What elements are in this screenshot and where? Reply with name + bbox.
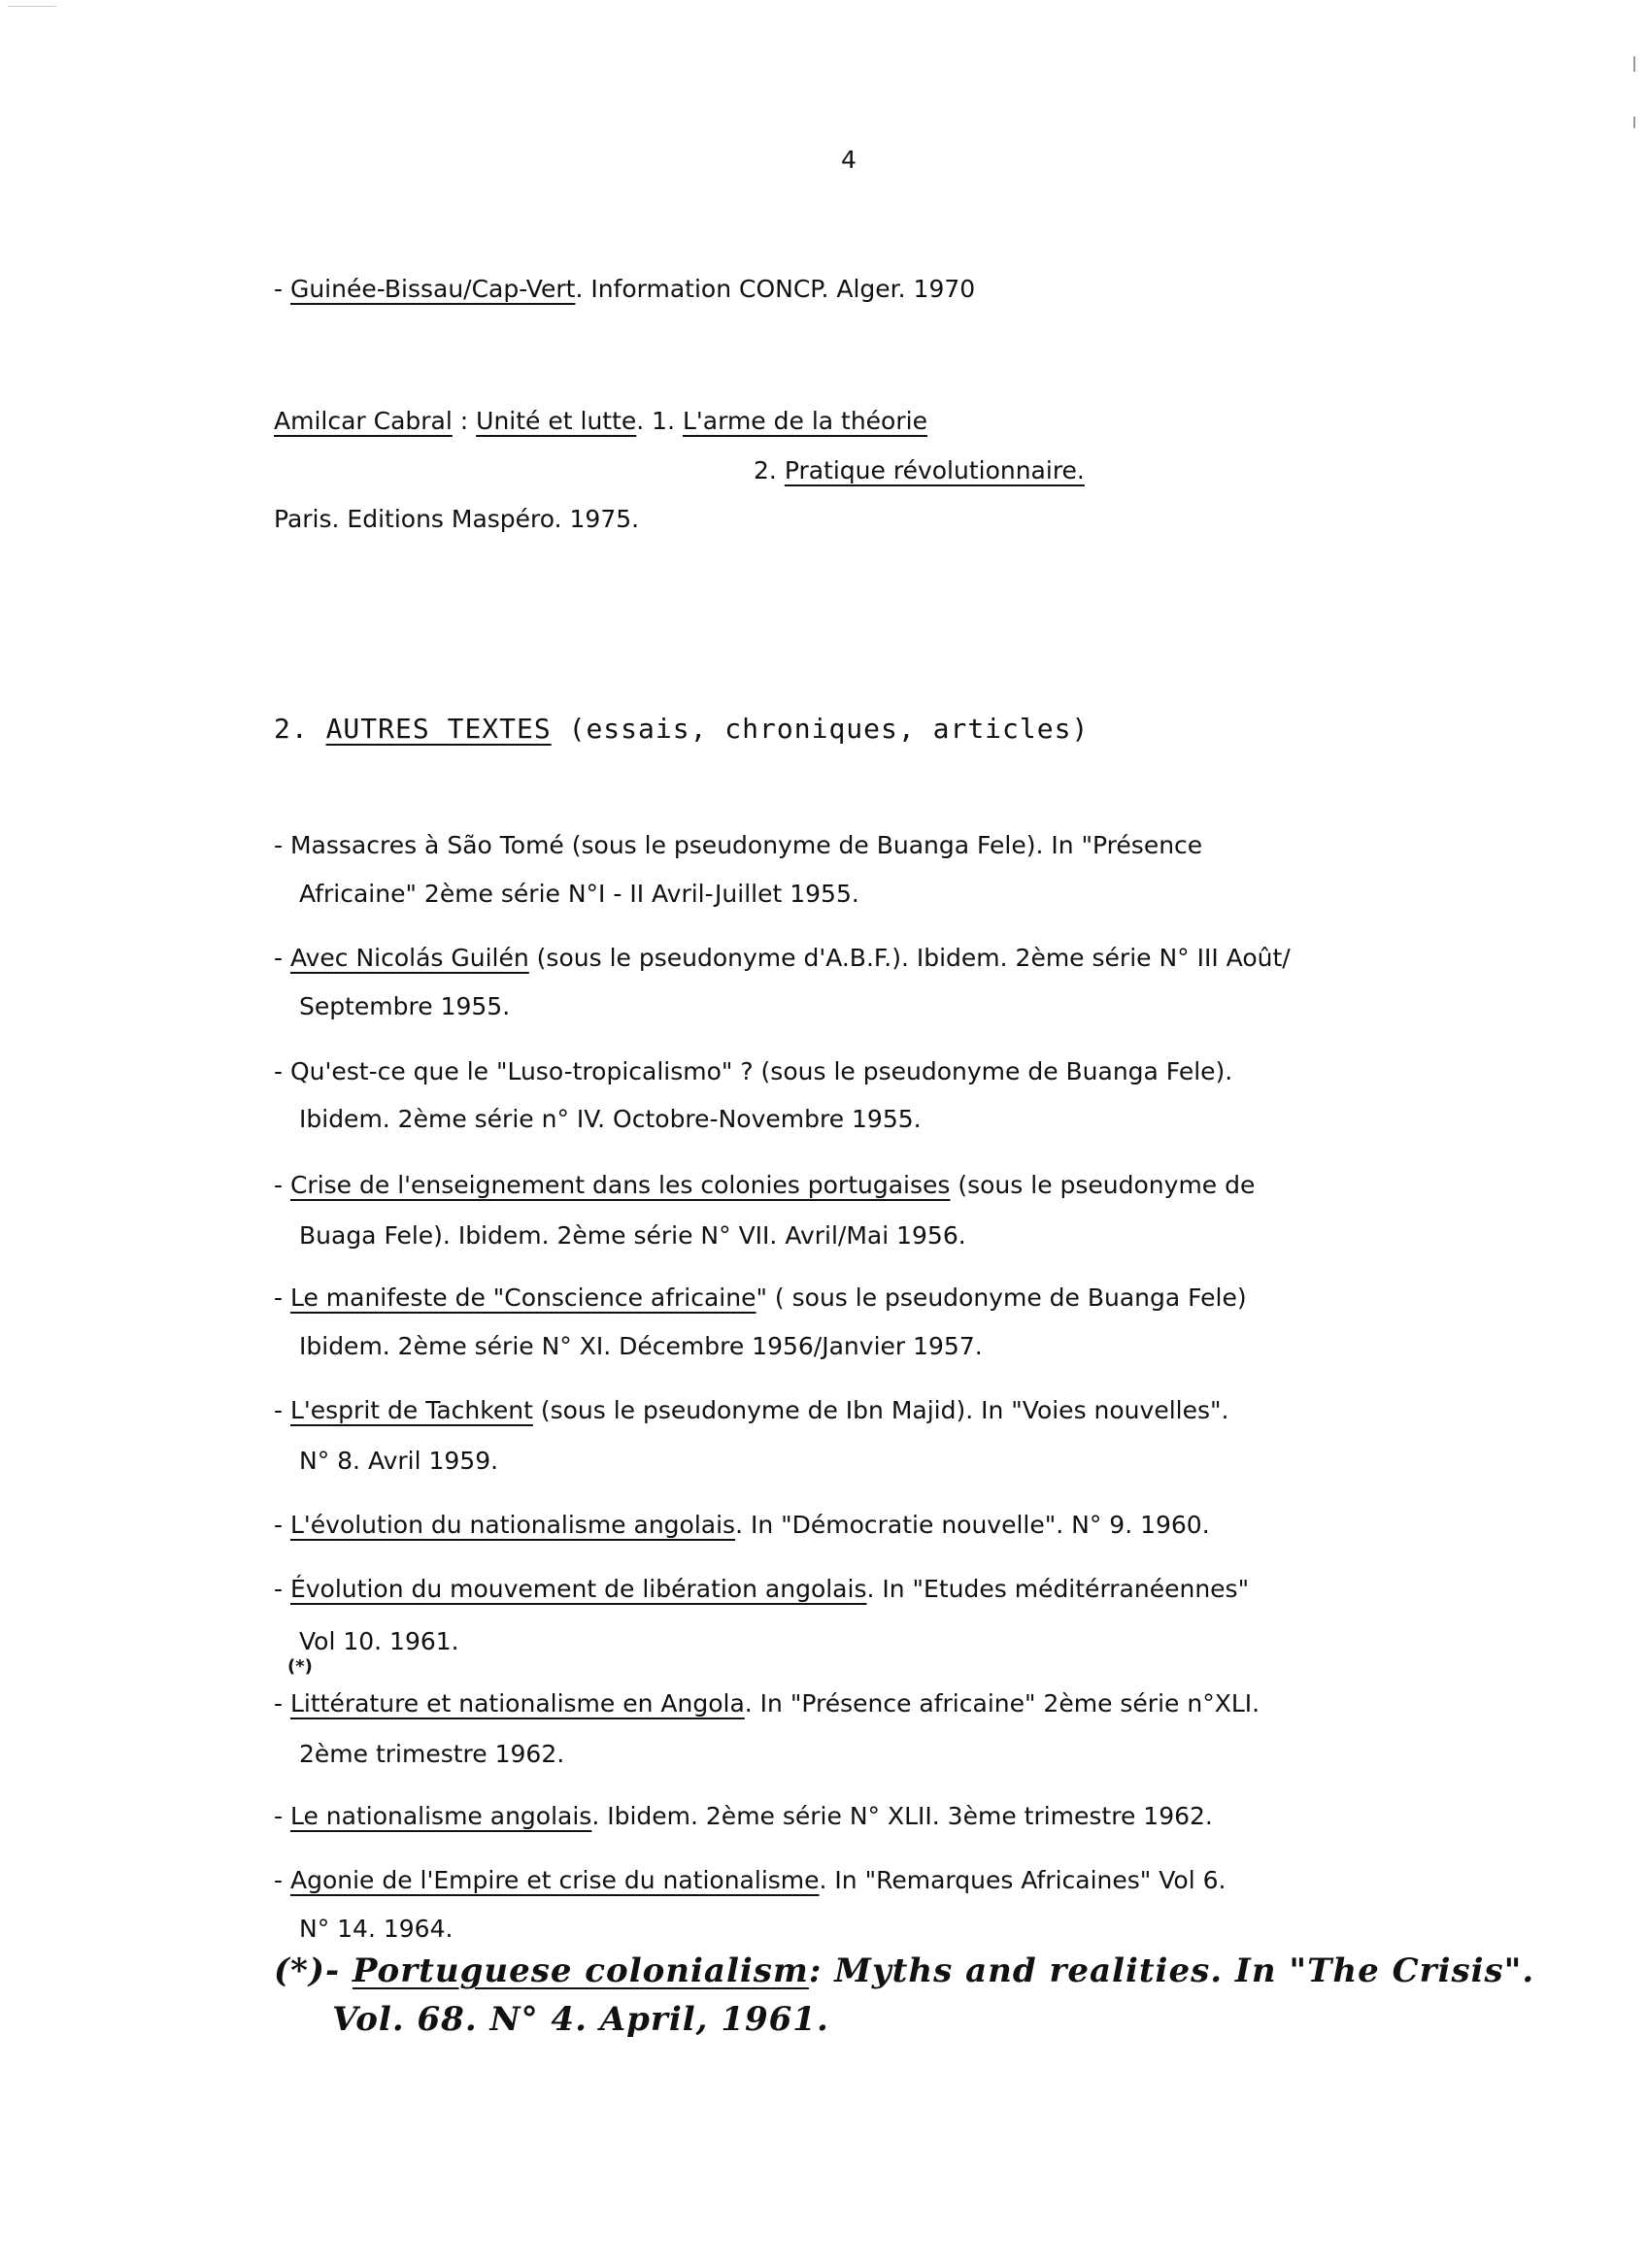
entry-line xyxy=(274,1575,1249,1603)
section-subtitle: (essais, chroniques, articles) xyxy=(551,713,1090,745)
author-name: Amilcar Cabral xyxy=(274,407,453,435)
entry-details: (sous le pseudonyme de xyxy=(950,1171,1256,1199)
entry-line xyxy=(274,1396,1228,1424)
entry-details: . In "Démocratie nouvelle". N° 9. 1960. xyxy=(735,1511,1210,1539)
volume-2-number: 2. xyxy=(754,456,785,484)
entry-continuation: Buaga Fele). Ibidem. 2ème série N° VII. Avril/Mai 1956. xyxy=(299,1221,966,1250)
entry-continuation: Ibidem. 2ème série n° IV. Octobre-Novembre 1955. xyxy=(299,1105,922,1133)
entry-continuation: 2ème trimestre 1962. xyxy=(299,1740,565,1768)
scan-speck xyxy=(1633,117,1635,128)
dash: - xyxy=(274,1396,290,1424)
section-number: 2. xyxy=(274,713,326,745)
reference-details: . Information CONCP. Alger. 1970 xyxy=(575,275,976,303)
entry-title: Littérature et nationalisme en Angola xyxy=(289,1689,745,1718)
entry-continuation: Septembre 1955. xyxy=(299,992,511,1020)
volume-1-title: L'arme de la théorie xyxy=(682,407,927,435)
note-details: : Myths and realities. In "The Crisis". xyxy=(808,1951,1535,1990)
entry-details: (sous le pseudonyme de Ibn Majid). In "Voies nouvelles". xyxy=(532,1396,1229,1424)
dash: - xyxy=(274,1171,290,1199)
handwritten-note-line-1 xyxy=(274,1951,1534,1990)
entry-title: Évolution du mouvement de libération angolais xyxy=(289,1575,867,1603)
entry-line xyxy=(274,1171,1255,1199)
entry-continuation: N° 14. 1964. xyxy=(299,1915,454,1943)
page-number: 4 xyxy=(841,146,857,174)
entry-details: . In "Présence africaine" 2ème série n°XLI. xyxy=(744,1689,1260,1718)
work-title: Unité et lutte xyxy=(476,407,637,435)
entry-line xyxy=(274,1689,1260,1718)
entry-continuation: Africaine" 2ème série N°I - II Avril-Juillet 1955. xyxy=(299,880,859,908)
cabral-line-2 xyxy=(754,456,1085,484)
publisher-line: Paris. Editions Maspéro. 1975. xyxy=(274,505,640,533)
entry-line xyxy=(274,944,1291,972)
entry-line xyxy=(274,1866,1226,1894)
section-title: AUTRES TEXTES xyxy=(325,713,552,745)
entry-line xyxy=(274,1284,1247,1312)
entry-line: - Qu'est-ce que le "Luso-tropicalismo" ? (sous le pseudonyme de Buanga Fele). xyxy=(274,1057,1233,1085)
reference-title: Guinée-Bissau/Cap-Vert xyxy=(289,275,576,303)
entry-line: - Massacres à São Tomé (sous le pseudonyme de Buanga Fele). In "Présence xyxy=(274,831,1203,859)
note-title: Portuguese colonialism xyxy=(352,1951,809,1990)
volume-2-title: Pratique révolutionnaire. xyxy=(784,456,1085,484)
dash: - xyxy=(274,1866,290,1894)
top-reference xyxy=(274,275,975,303)
note-prefix: (*)- xyxy=(274,1951,353,1990)
entry-details: . Ibidem. 2ème série N° XLII. 3ème trimestre 1962. xyxy=(591,1802,1213,1830)
cabral-line-1 xyxy=(274,407,927,435)
dash: - xyxy=(274,1284,290,1312)
dash: - xyxy=(274,944,290,972)
entry-title: Agonie de l'Empire et crise du nationalisme xyxy=(289,1866,820,1894)
footnote-marker: (*) xyxy=(287,1656,313,1677)
entry-line xyxy=(274,1802,1213,1830)
entry-line xyxy=(274,1511,1210,1539)
entry-title: Le manifeste de "Conscience africaine xyxy=(289,1284,756,1312)
entry-details: . In "Remarques Africaines" Vol 6. xyxy=(819,1866,1227,1894)
entry-title: Le nationalisme angolais xyxy=(289,1802,592,1830)
entry-title: Crise de l'enseignement dans les colonies portugaises xyxy=(289,1171,951,1199)
entry-continuation: Vol 10. 1961. xyxy=(299,1627,459,1655)
scan-speck xyxy=(1633,56,1635,72)
entry-title: L'évolution du nationalisme angolais xyxy=(289,1511,736,1539)
section-heading xyxy=(274,713,1089,745)
dash: - xyxy=(274,1511,290,1539)
dash: - xyxy=(274,275,290,303)
dash: - xyxy=(274,1689,290,1718)
entry-details: . In "Etudes méditérranéennes" xyxy=(866,1575,1250,1603)
entry-title: L'esprit de Tachkent xyxy=(289,1396,533,1424)
volume-1-number: . 1. xyxy=(636,407,683,435)
entry-title: Avec Nicolás Guilén xyxy=(289,944,529,972)
colon: : xyxy=(452,407,477,435)
handwritten-note-line-2: Vol. 68. N° 4. April, 1961. xyxy=(332,2000,829,2039)
scan-speck xyxy=(8,6,56,7)
entry-continuation: Ibidem. 2ème série N° XI. Décembre 1956/Janvier 1957. xyxy=(299,1332,983,1360)
entry-continuation: N° 8. Avril 1959. xyxy=(299,1447,499,1475)
dash: - xyxy=(274,1575,290,1603)
entry-details: " ( sous le pseudonyme de Buanga Fele) xyxy=(756,1284,1247,1312)
entry-details: (sous le pseudonyme d'A.B.F.). Ibidem. 2ème série N° III Août/ xyxy=(528,944,1291,972)
dash: - xyxy=(274,1802,290,1830)
